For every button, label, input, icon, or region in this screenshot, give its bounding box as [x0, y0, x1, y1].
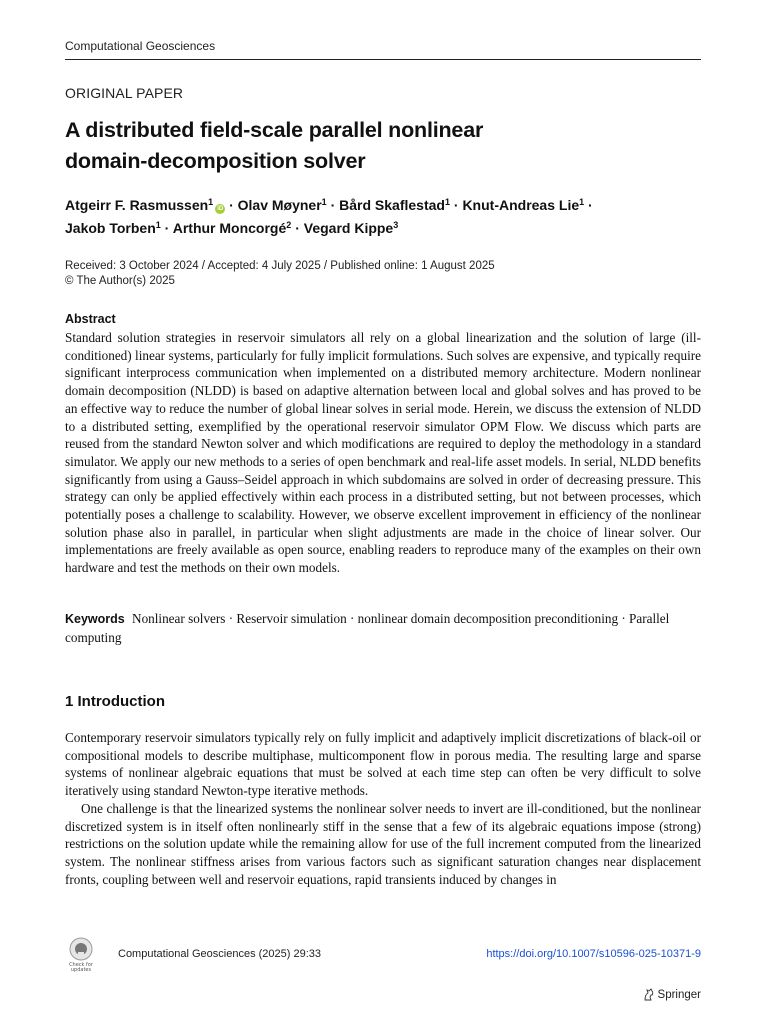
author-separator: · [330, 197, 336, 213]
doi-link[interactable]: https://doi.org/10.1007/s10596-025-10371-9 [486, 948, 701, 960]
author-name[interactable]: Jakob Torben [65, 220, 156, 236]
keywords-block [65, 610, 701, 646]
author-separator: · [295, 220, 300, 236]
footer-citation: Computational Geosciences (2025) 29:33 [118, 948, 322, 960]
author-separator: · [164, 220, 170, 236]
keywords-label: Keywords [65, 612, 125, 626]
introduction-body [65, 729, 701, 888]
author-separator: · [453, 197, 459, 213]
springer-horse-icon [643, 988, 655, 1001]
author-name[interactable]: Atgeirr F. Rasmussen [65, 197, 209, 213]
check-updates-text-1: Check for [69, 962, 93, 968]
copyright-notice: © The Author(s) 2025 [65, 275, 175, 287]
paper-type: ORIGINAL PAPER [65, 85, 184, 101]
author-separator: · [229, 197, 234, 213]
author-name[interactable]: Bård Skaflestad [339, 197, 445, 213]
author-affiliation: 1 [444, 197, 450, 207]
header-divider [65, 59, 701, 60]
abstract-text: Standard solution strategies in reservoir simulators all rely on a global linearization and the solution of large (ill-conditioned) linear systems, particularly for fully implicit formulations. Such solves are expensive, and typically require significant interprocess communication when implemented on a distributed memory architecture. Modern nonlinear domain decomposition (NLDD) is based on adaptive alternation between local and global solves and has proved to be an effective way to reduce the number of global linear solves in serial mode. Herein, we discuss the extension of NLDD to a distributed setting, exemplified by the operational reservoir simulator OPM Flow. We discuss which parts are reused from the standard Newton solver and which modifications are required to deploy the methodology in a standard simulator. We apply our new methods to a series of open benchmark and real-life asset models. In serial, NLDD benefits significantly from using a Gauss–Seidel approach in which subdomains are solved in order of decreasing pressure. This strategy can only be applied effectively within each process in a distributed setting, but not between processes, which potentially poses a challenge to scalability. However, we observe excellent improvement in efficiency of the nonlinear solution phase also in parallel, in particular when slight adjustments are made in the choice of linear solver. Our implementations are freely available as open source, enabling readers to reproduce many of the examples on their own hardware and test the methods on their own models. [65, 330, 701, 576]
author-affiliation: 3 [393, 220, 399, 230]
keywords-text: Nonlinear solvers · Reservoir simulation · nonlinear domain decomposition preconditioning · Parallel computing [65, 611, 670, 645]
author-name[interactable]: Knut-Andreas Lie [462, 197, 580, 213]
paragraph: Contemporary reservoir simulators typically rely on fully implicit and adaptively implicit discretizations of black-oil or compositional models to describe multiphase, multicomponent flow in porous media. The resulting large and sparse systems of nonlinear algebraic equations that must be solved at each time step can often be very difficult to solve iteratively using standard Newton-type iterative methods. [65, 730, 701, 799]
paragraph: One challenge is that the linearized systems the nonlinear solver needs to invert are ill-conditioned, but the nonlinear discretized system is in itself often nonlinearly stiff in the sense that a few of its algebraic equations impose (strong) restrictions on the solution update while the remaining allow for use of the full increment computed from the linearized system. The nonlinear stiffness arises from various factors such as significant saturation changes near displacement fronts, coupling between well and reservoir equations, rapid transients induced by changes in [65, 800, 701, 887]
title-line-2: domain-decomposition solver [65, 149, 366, 173]
publication-dates [65, 259, 495, 289]
abstract-heading: Abstract [65, 312, 116, 326]
author-affiliation: 1 [155, 220, 161, 230]
author-affiliation: 1 [208, 197, 214, 207]
author-affiliation: 2 [286, 220, 292, 230]
check-updates-text-2: updates [70, 967, 92, 973]
author-name[interactable]: Vegard Kippe [303, 220, 394, 236]
author-name[interactable]: Olav Møyner [237, 197, 322, 213]
author-name[interactable]: Arthur Moncorgé [172, 220, 287, 236]
check-for-updates-icon[interactable] [65, 937, 97, 973]
publisher-logo [643, 988, 701, 1001]
publisher-name: Springer [657, 988, 701, 1001]
orcid-icon[interactable]: iD [217, 206, 224, 212]
author-affiliation: 1 [579, 197, 585, 207]
author-list [65, 194, 705, 240]
title-line-1: A distributed field-scale parallel nonlinear [65, 118, 484, 142]
author-separator: · [588, 197, 593, 213]
author-affiliation: 1 [321, 197, 327, 207]
article-title [65, 115, 705, 177]
journal-header: Computational Geosciences [65, 39, 216, 53]
section-heading-introduction: 1 Introduction [65, 693, 165, 710]
history-dates: Received: 3 October 2024 / Accepted: 4 July 2025 / Published online: 1 August 2025 [65, 260, 495, 272]
